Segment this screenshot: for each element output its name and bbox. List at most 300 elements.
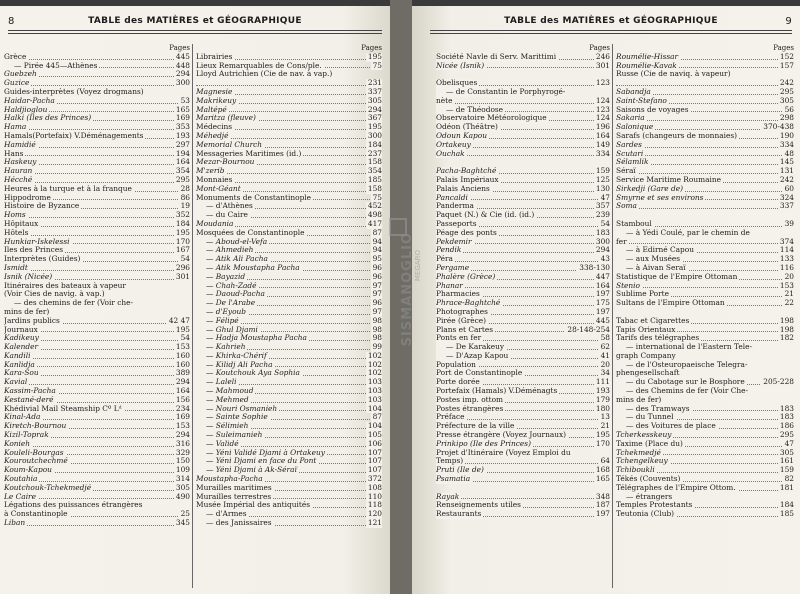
entry-page-number: 108 — [367, 483, 382, 492]
entry-page-number: 43 — [600, 255, 610, 264]
entry-page-number: 152 — [779, 52, 794, 61]
entry-term: Haidar-Pacha — [4, 96, 55, 105]
entry-term: — De Karakeuy — [436, 343, 506, 352]
entry-page-number: 124 — [595, 96, 610, 105]
entry-page-number: 184 — [367, 140, 382, 149]
entry-term: Ponts en fer — [436, 334, 482, 343]
entry-term: (Voir Cies de navig. à vap.) — [4, 290, 105, 299]
index-entry — [4, 211, 190, 220]
entry-term: Murailles terrestres — [196, 492, 272, 501]
index-entry — [196, 493, 382, 502]
entry-page-number: 54 — [600, 219, 610, 228]
entry-page-number: 298 — [779, 114, 794, 123]
entry-page-number: 183 — [595, 228, 610, 237]
entry-page-number: 448 — [175, 61, 190, 70]
index-entry — [196, 202, 382, 211]
index-entry — [4, 475, 190, 484]
entry-page-number: 103 — [367, 387, 382, 396]
entry-page-number: 13 — [600, 413, 610, 422]
left-page — [0, 6, 390, 594]
entry-term: Kouleli-Bourgas — [4, 448, 64, 457]
entry-page-number: 164 — [595, 131, 610, 140]
index-entry — [436, 361, 610, 370]
index-entry — [4, 238, 190, 247]
index-entry — [436, 202, 610, 211]
entry-term: Kizil-Toprak — [4, 431, 49, 440]
entry-term: — De l'Arabe — [196, 299, 257, 308]
entry-page-number: 197 — [595, 307, 610, 316]
entry-page-number: 114 — [779, 246, 794, 255]
entry-term: Hécché — [4, 175, 33, 184]
entry-page-number: 164 — [595, 281, 610, 290]
entry-term: Sarafs (changeurs de monnaies) — [616, 131, 738, 140]
entry-term: Société Navle di Serv. Marittimi — [436, 52, 557, 61]
entry-term: — Koutchouk Aya Sophia — [196, 369, 302, 378]
entry-term: Odéon (Théâtre) — [436, 123, 498, 132]
index-entry — [196, 308, 382, 317]
entry-term: M'zerib — [196, 167, 225, 176]
entry-term: Smyrne et ses environs — [616, 193, 704, 202]
index-entry — [196, 334, 382, 343]
entry-page-number: 185 — [779, 510, 794, 519]
entry-page-number: 160 — [175, 351, 190, 360]
entry-term: Pendik — [436, 246, 462, 255]
entry-page-number: 130 — [595, 184, 610, 193]
entry-page-number: 345 — [175, 519, 190, 528]
entry-page-number: 195 — [175, 325, 190, 334]
entry-term: Saisons de voyages — [616, 105, 689, 114]
entry-term: Préfecture de la ville — [436, 422, 515, 431]
index-entry — [616, 352, 794, 361]
entry-term: Heures à la turque et à la franque — [4, 184, 132, 193]
index-entry — [616, 361, 794, 370]
entry-term: — D'Azap Kapou — [436, 352, 510, 361]
entry-term: graph Company — [616, 351, 676, 360]
index-entry — [196, 475, 382, 484]
index-entry — [196, 290, 382, 299]
library-stamp-subtext: MEGARO — [414, 250, 422, 282]
entry-term: Interprètes (Guides) — [4, 255, 81, 264]
entry-term: Soma — [616, 202, 637, 211]
entry-page-number: 183 — [779, 404, 794, 413]
entry-page-number: 58 — [600, 334, 610, 343]
entry-page-number: 329 — [175, 448, 190, 457]
index-entry — [616, 299, 794, 308]
entry-term: Pharmacies — [436, 290, 480, 299]
index-entry — [436, 53, 610, 62]
entry-page-number: 301 — [175, 272, 190, 281]
index-entry — [436, 299, 610, 308]
entry-term: Lloyd Autrichien (Cie de nav. à vap.) — [196, 70, 333, 79]
index-entry — [4, 255, 190, 264]
entry-term: Préface — [436, 413, 465, 422]
entry-page-number: 56 — [784, 105, 794, 114]
index-entry — [436, 334, 610, 343]
pages-label: Pages — [589, 44, 610, 52]
index-entry — [4, 449, 190, 458]
index-entry — [436, 246, 610, 255]
entry-term: — Suleimanieh — [196, 431, 264, 440]
index-entry — [196, 97, 382, 106]
library-stamp-text: SISMANOGLIO — [400, 232, 415, 347]
index-entry — [4, 387, 190, 396]
entry-page-number: 160 — [175, 360, 190, 369]
index-entry — [196, 405, 382, 414]
index-entry — [4, 493, 190, 502]
index-entry — [436, 282, 610, 291]
index-entry — [4, 194, 190, 203]
index-entry — [616, 255, 794, 264]
entry-term: Tchiboukli — [616, 466, 655, 475]
index-entry — [196, 431, 382, 440]
index-entry — [196, 106, 382, 115]
index-entry — [616, 440, 794, 449]
index-entry — [616, 290, 794, 299]
entry-term: Homs — [4, 211, 26, 220]
entry-term: Koum-Kapou — [4, 466, 52, 475]
index-entry — [616, 326, 794, 335]
entry-page-number: 157 — [779, 61, 794, 70]
index-entry — [436, 150, 610, 159]
entry-page-number: 168 — [595, 466, 610, 475]
index-entry — [436, 106, 610, 115]
entry-page-number: 324 — [779, 193, 794, 202]
entry-page-number: 47 — [600, 193, 610, 202]
entry-term: Kalender — [4, 343, 39, 352]
index-entry — [436, 343, 610, 352]
entry-term: — Pirée 445—Athènes — [4, 62, 99, 71]
index-entry — [436, 484, 610, 493]
index-entry — [436, 185, 610, 194]
index-entry — [616, 369, 794, 378]
index-entry — [436, 255, 610, 264]
entry-page-number: 118 — [367, 501, 382, 510]
index-entry — [616, 317, 794, 326]
left-header — [8, 16, 382, 28]
entry-term: — Mahmoud — [196, 387, 255, 396]
entry-term: Odoun Kapou — [436, 131, 487, 140]
right-column-2 — [616, 44, 794, 519]
index-entry — [196, 123, 382, 132]
index-entry — [4, 88, 190, 97]
entry-page-number: 305 — [367, 96, 382, 105]
entry-term: Pruti (Ile de) — [436, 466, 484, 475]
index-entry — [436, 326, 610, 335]
index-entry — [616, 343, 794, 352]
entry-term: Mosquées de Constantinople — [196, 228, 305, 237]
entry-page-number: 124 — [595, 114, 610, 123]
entry-page-number: 445 — [595, 316, 610, 325]
entry-page-number: 107 — [367, 466, 382, 475]
entry-page-number: 197 — [595, 510, 610, 519]
entry-page-number: 153 — [175, 422, 190, 431]
entry-term: — de Théodose — [436, 106, 505, 115]
index-entry — [196, 387, 382, 396]
index-entry — [4, 405, 190, 414]
left-column-2 — [196, 44, 382, 528]
right-header-rule — [430, 30, 792, 31]
entry-term: — Validé — [196, 440, 241, 449]
entry-page-number: 193 — [595, 387, 610, 396]
entry-page-number: 296 — [175, 263, 190, 272]
entry-page-number: 186 — [779, 422, 794, 431]
entry-page-number: 106 — [367, 439, 382, 448]
index-entry — [4, 290, 190, 299]
entry-page-number: 20 — [600, 360, 610, 369]
entry-page-number: 98 — [372, 325, 382, 334]
entry-term: Phrace-Baghtché — [436, 299, 501, 308]
entry-term: — Sélimieh — [196, 422, 250, 431]
index-entry — [196, 158, 382, 167]
index-entry — [616, 264, 794, 273]
entry-page-number: 149 — [595, 140, 610, 149]
entry-page-number: 184 — [175, 219, 190, 228]
entry-term: Prinkipo (Ile des Princes) — [436, 439, 531, 448]
index-entry — [436, 501, 610, 510]
entry-page-number: 367 — [367, 114, 382, 123]
index-entry — [196, 343, 382, 352]
entry-term: Liban — [4, 519, 26, 528]
entry-term: Isnik (Nicée) — [4, 272, 53, 281]
entry-term: Postes imp. ottom — [436, 395, 504, 404]
entry-term: — Yéni Djami en face du Pont — [196, 457, 318, 466]
entry-term: Murailles maritimes — [196, 483, 272, 492]
entry-term: Paquet (N.) & Cie (id. (id.) — [436, 211, 535, 220]
entry-page-number: 21 — [784, 290, 794, 299]
index-entry — [616, 422, 794, 431]
index-entry — [616, 150, 794, 159]
entry-page-number: 181 — [779, 483, 794, 492]
entry-page-number: 353 — [175, 123, 190, 132]
index-entry — [436, 229, 610, 238]
entry-term: Koutahia — [4, 475, 38, 484]
entry-term: Hippodrome — [4, 193, 51, 202]
index-entry — [196, 440, 382, 449]
index-entry — [4, 317, 190, 326]
index-entry — [436, 220, 610, 229]
entry-term: Roumélie-Kavak — [616, 61, 677, 70]
entry-term: Péra — [436, 255, 453, 264]
entry-term: Pergame — [436, 263, 470, 272]
index-entry — [4, 282, 190, 291]
entry-term: Passeports — [436, 219, 477, 228]
index-entry — [436, 413, 610, 422]
entry-term: Moustapha-Pacha — [196, 475, 263, 484]
entry-page-number: 64 — [600, 457, 610, 466]
entry-page-number: 294 — [175, 378, 190, 387]
entry-term: Messageries Maritimes (id.) — [196, 149, 302, 158]
entry-term: Maltépé — [196, 105, 227, 114]
entry-term: phengesellschaft — [616, 369, 680, 378]
index-entry — [4, 79, 190, 88]
entry-page-number: 82 — [784, 475, 794, 484]
left-column-1 — [4, 44, 190, 528]
entry-page-number: 194 — [175, 149, 190, 158]
index-entry — [616, 229, 794, 238]
index-entry — [4, 519, 190, 528]
entry-term: Pirée (Grèce) — [436, 316, 487, 325]
index-entry — [436, 352, 610, 361]
index-entry — [616, 387, 794, 396]
entry-page-number: 169 — [175, 413, 190, 422]
entry-page-number: 246 — [595, 52, 610, 61]
right-page-title: TABLE des MATIÈRES et GÉOGRAPHIQUE — [504, 16, 718, 26]
entry-term: Légations des puissances étrangères — [4, 501, 143, 510]
entry-term: Magnesie — [196, 87, 233, 96]
entry-term: Guides-interprètes (Voyez drogmans) — [4, 87, 144, 96]
entry-term: Kavial — [4, 378, 28, 387]
index-entry — [4, 510, 190, 519]
entry-page-number: 107 — [367, 457, 382, 466]
index-entry — [436, 132, 610, 141]
entry-page-number: 98 — [372, 316, 382, 325]
index-entry — [196, 484, 382, 493]
index-entry — [616, 466, 794, 475]
entry-term: Tabac et Cigarettes — [616, 316, 690, 325]
index-entry — [436, 369, 610, 378]
entry-term: — du Cabotage sur le Bosphore — [616, 378, 747, 387]
entry-page-number: 123 — [595, 79, 610, 88]
entry-term: Télégraphes de l'Empire Ottom. — [616, 483, 736, 492]
entry-page-number: 25 — [180, 510, 190, 519]
left-page-number: 8 — [8, 16, 15, 27]
index-entry — [436, 70, 610, 79]
index-entry — [196, 510, 382, 519]
entry-page-number: 452 — [367, 202, 382, 211]
entry-page-number: 305 — [779, 448, 794, 457]
index-entry — [4, 132, 190, 141]
index-entry — [616, 334, 794, 343]
index-entry — [616, 167, 794, 176]
index-entry — [4, 431, 190, 440]
entry-term: Halki (Iles des Princes) — [4, 114, 92, 123]
entry-page-number: 231 — [367, 79, 382, 88]
entry-term: Sultans de l'Empire Ottoman — [616, 299, 725, 308]
index-entry — [196, 88, 382, 97]
index-entry — [436, 123, 610, 132]
index-entry — [4, 299, 190, 308]
entry-page-number: 187 — [595, 501, 610, 510]
entry-term: Moudania — [196, 219, 234, 228]
entry-term: Séraï — [616, 167, 636, 176]
entry-term: Maritza (fleuve) — [196, 114, 256, 123]
entry-page-number: 161 — [779, 457, 794, 466]
index-entry — [436, 176, 610, 185]
index-entry — [196, 519, 382, 528]
index-entry — [616, 176, 794, 185]
entry-page-number: 175 — [595, 299, 610, 308]
index-entry — [4, 273, 190, 282]
index-entry — [196, 229, 382, 238]
index-entry — [4, 352, 190, 361]
entry-term: Khédivial Mail Steamship Cº Lᵈ — [4, 404, 122, 413]
entry-term: Sardes — [616, 140, 642, 149]
index-entry — [4, 167, 190, 176]
entry-term: Sabandja — [616, 87, 651, 96]
entry-page-number: 153 — [779, 281, 794, 290]
index-entry — [4, 97, 190, 106]
entry-term: Stenio — [616, 281, 640, 290]
index-entry — [436, 510, 610, 519]
entry-term: — d'Eyoub — [196, 308, 248, 317]
entry-term: Guebzeh — [4, 70, 37, 79]
entry-term: Lieux Remarquables de Cons/ple. — [196, 61, 322, 70]
index-entry — [436, 167, 610, 176]
entry-page-number: 167 — [175, 246, 190, 255]
index-entry — [616, 141, 794, 150]
index-entry — [4, 466, 190, 475]
entry-term: mins de fer) — [616, 395, 662, 404]
entry-term: Mezar-Bournou — [196, 158, 255, 167]
index-entry — [616, 185, 794, 194]
entry-term: Pacha-Baghtché — [436, 167, 497, 176]
index-entry — [196, 150, 382, 159]
entry-page-number: 294 — [595, 246, 610, 255]
entry-page-number: 352 — [175, 211, 190, 220]
index-entry — [616, 97, 794, 106]
entry-term: — Hadja Moustapha Pacha — [196, 334, 309, 343]
entry-page-number: 337 — [367, 87, 382, 96]
entry-term: Obelisques — [436, 79, 478, 88]
right-column-divider — [612, 44, 613, 588]
right-column-1 — [436, 44, 610, 519]
entry-term: Teutonia (Club) — [616, 510, 675, 519]
entry-term: Phalère (Grèce) — [436, 272, 496, 281]
index-entry — [616, 53, 794, 62]
entry-page-number: 294 — [175, 431, 190, 440]
index-entry — [4, 53, 190, 62]
entry-page-number: 156 — [175, 395, 190, 404]
index-entry — [436, 114, 610, 123]
entry-page-number: 164 — [175, 387, 190, 396]
index-entry — [436, 317, 610, 326]
index-entry — [196, 132, 382, 141]
index-entry — [196, 326, 382, 335]
entry-page-number: 389 — [175, 369, 190, 378]
index-entry — [4, 308, 190, 317]
index-entry — [196, 299, 382, 308]
entry-page-number: 87 — [372, 413, 382, 422]
entry-term: Postes étrangères — [436, 404, 504, 413]
index-entry — [196, 194, 382, 203]
entry-term: Kestané-deré — [4, 395, 54, 404]
entry-term: Kandili — [4, 351, 31, 360]
entry-page-number: 179 — [595, 395, 610, 404]
index-entry — [196, 114, 382, 123]
entry-page-number: 123 — [595, 105, 610, 114]
entry-term: Histoire de Byzance — [4, 202, 80, 211]
entry-term: fer — [616, 237, 627, 246]
entry-page-number: 107 — [367, 448, 382, 457]
entry-page-number: 197 — [595, 290, 610, 299]
entry-term: — Yéni Validé Djami à Ortakeuy — [196, 449, 327, 458]
index-entry — [4, 440, 190, 449]
entry-term: Panderma — [436, 202, 474, 211]
entry-page-number: 97 — [372, 290, 382, 299]
index-entry — [436, 79, 610, 88]
entry-page-number: 184 — [779, 501, 794, 510]
entry-term: Port de Constantinople — [436, 369, 523, 378]
index-entry — [4, 264, 190, 273]
entry-term: Porte dorée — [436, 378, 480, 387]
entry-page-number: 198 — [779, 316, 794, 325]
entry-page-number: 239 — [595, 211, 610, 220]
entry-page-number: 34 — [600, 369, 610, 378]
entry-term: Journaux — [4, 325, 38, 334]
entry-page-number: 300 — [367, 131, 382, 140]
entry-page-number: 75 — [372, 61, 382, 70]
index-entry — [196, 185, 382, 194]
